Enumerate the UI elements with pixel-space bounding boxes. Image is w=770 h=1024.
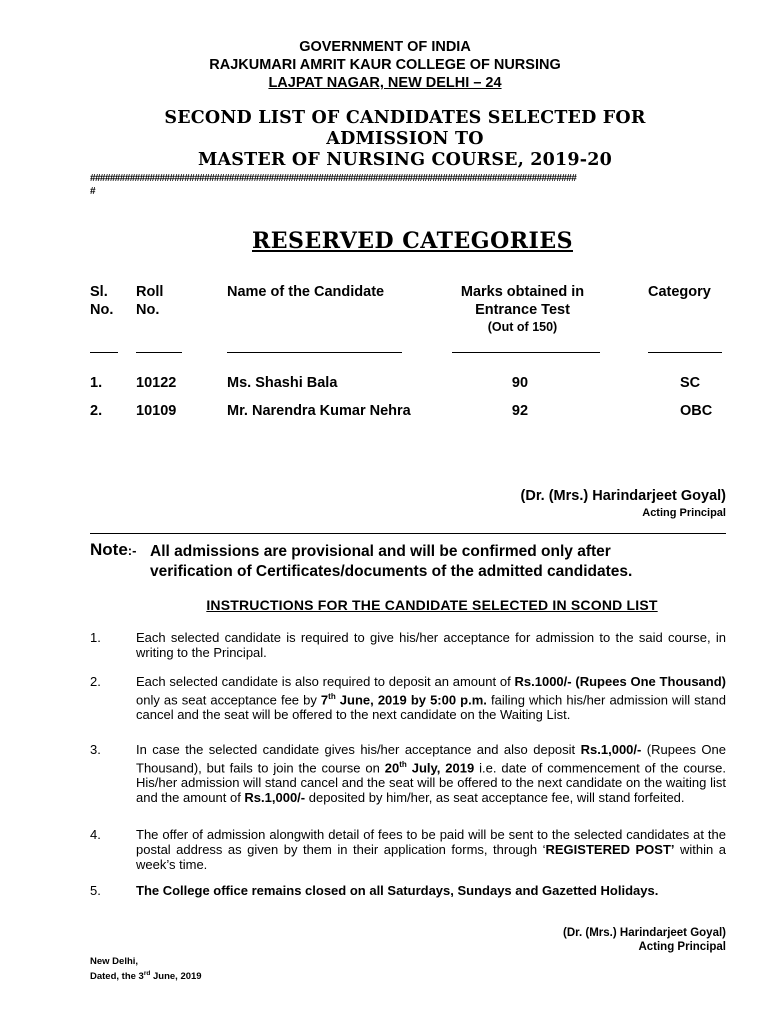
instruction-number: 2. — [90, 674, 101, 689]
cell-roll: 10109 — [136, 403, 177, 419]
footer-place: New Delhi, — [90, 956, 139, 967]
instruction-4-text: The offer of admission alongwith detail of fees to be paid will be sent to the selected candidates at the postal address as given by them in their application forms, through ‘ — [136, 827, 726, 857]
signature-top-designation: Acting Principal — [642, 507, 726, 519]
cell-category: OBC — [680, 403, 713, 419]
instruction-2-deadline: June, 2019 by 5:00 p.m. — [335, 692, 487, 708]
cell-name: Ms. Shashi Bala — [227, 375, 338, 391]
th-roll-1: Roll — [136, 284, 164, 300]
footer-date-text: June, 2019 — [150, 971, 202, 983]
rule-sl — [90, 352, 118, 353]
rule-category — [648, 352, 722, 353]
instruction-number: 5. — [90, 883, 101, 898]
rule-marks — [452, 352, 600, 353]
instruction-2-sup: th — [328, 692, 336, 701]
instructions-title: INSTRUCTIONS FOR THE CANDIDATE SELECTED IN SCOND LIST — [206, 597, 658, 613]
header-address-wrap — [0, 74, 770, 92]
cell-marks: 92 — [511, 403, 529, 419]
th-sl-1: Sl. — [90, 284, 108, 300]
cell-sl: 2. — [90, 403, 103, 419]
instruction-3-sup: th — [399, 760, 407, 769]
instruction-3 — [136, 742, 726, 805]
th-category: Category — [648, 284, 711, 300]
instruction-2-text: only as seat acceptance fee by — [136, 692, 321, 708]
table-row — [0, 374, 770, 394]
instruction-2 — [136, 674, 726, 722]
instruction-2-text: failing which his/her admission will stand cancel and the seat will be offered to the next candidate on the Waiting List. — [136, 692, 726, 723]
instruction-3-day: 20 — [384, 760, 400, 776]
divider-line — [90, 533, 726, 534]
note-suffix: :- — [127, 543, 137, 558]
instruction-number: 4. — [90, 827, 101, 842]
rule-roll — [136, 352, 182, 353]
note-line-2: verification of Certificates/documents of the admitted candidates. — [150, 563, 633, 580]
footer-date — [90, 968, 202, 983]
footer-date-sup: rd — [143, 970, 151, 977]
th-marks-3: (Out of 150) — [487, 320, 558, 334]
th-sl-2: No. — [90, 302, 114, 318]
hash-separator-tail: # — [90, 186, 96, 197]
cell-marks: 90 — [511, 375, 529, 391]
instruction-2-amount: Rs.1000/- (Rupees One Thousand) — [514, 674, 726, 689]
instruction-4-post: REGISTERED POST’ — [545, 842, 675, 857]
instruction-3-text: i.e. date of commencement of the course. His/her admission will stand cancel and the seat will be offered to the next candidate on the waiting list and the amount of — [136, 760, 727, 806]
hash-separator: ################################################################################################## — [90, 173, 577, 184]
note-line-1: All admissions are provisional and will be confirmed only after — [150, 543, 611, 560]
header-college: RAJKUMARI AMRIT KAUR COLLEGE OF NURSING — [209, 57, 561, 73]
header-government: GOVERNMENT OF INDIA — [299, 39, 471, 55]
signature-bottom-name: (Dr. (Mrs.) Harindarjeet Goyal) — [563, 927, 726, 939]
note-label: Note — [90, 540, 128, 559]
section-heading: RESERVED CATEGORIES — [252, 228, 573, 254]
rule-name — [227, 352, 402, 353]
instruction-1: Each selected candidate is required to give his/her acceptance for admission to the said course, in writing to the Principal. — [136, 630, 726, 660]
instruction-2-day: 7 — [320, 692, 329, 708]
cell-roll: 10122 — [136, 375, 177, 391]
instruction-5 — [136, 883, 726, 898]
title-line-1: SECOND LIST OF CANDIDATES SELECTED FOR — [164, 108, 646, 128]
instruction-3-text: deposited by him/her, as seat acceptance fee, will stand forfeited. — [305, 790, 685, 806]
th-marks-1: Marks obtained in — [460, 284, 585, 300]
instruction-4 — [136, 827, 726, 872]
signature-top-name: (Dr. (Mrs.) Harindarjeet Goyal) — [520, 488, 726, 504]
instruction-3-amount: Rs.1,000/- — [580, 742, 642, 757]
instruction-number: 3. — [90, 742, 101, 757]
instruction-2-text: Each selected candidate is also required to deposit an amount of — [136, 674, 515, 689]
instruction-3-date: July, 2019 — [406, 760, 475, 776]
header-address: LAJPAT NAGAR, NEW DELHI – 24 — [268, 75, 502, 91]
instruction-4-text: within a week’s time. — [136, 842, 726, 872]
footer-date-text: Dated, the 3 — [90, 971, 144, 983]
th-roll-2: No. — [136, 302, 160, 318]
instruction-5-text: The College office remains closed on all Saturdays, Sundays and Gazetted Holidays. — [136, 883, 659, 898]
title-line-3: MASTER OF NURSING COURSE, 2019-20 — [197, 150, 613, 170]
cell-category: SC — [680, 375, 701, 391]
instruction-3-text: (Rupees One Thousand), but fails to join the course on — [136, 742, 726, 776]
title-line-2: ADMISSION TO — [326, 129, 484, 149]
instruction-3-text: In case the selected candidate gives his/her acceptance and also deposit — [136, 742, 581, 757]
cell-sl: 1. — [90, 375, 103, 391]
signature-bottom-designation: Acting Principal — [638, 941, 726, 953]
instruction-number: 1. — [90, 630, 101, 645]
th-name: Name of the Candidate — [227, 284, 385, 300]
note-label-wrap — [90, 540, 136, 560]
instruction-3-amount: Rs.1,000/- — [244, 790, 306, 806]
cell-name: Mr. Narendra Kumar Nehra — [227, 403, 411, 419]
table-row — [0, 402, 770, 422]
th-marks-2: Entrance Test — [475, 302, 570, 318]
